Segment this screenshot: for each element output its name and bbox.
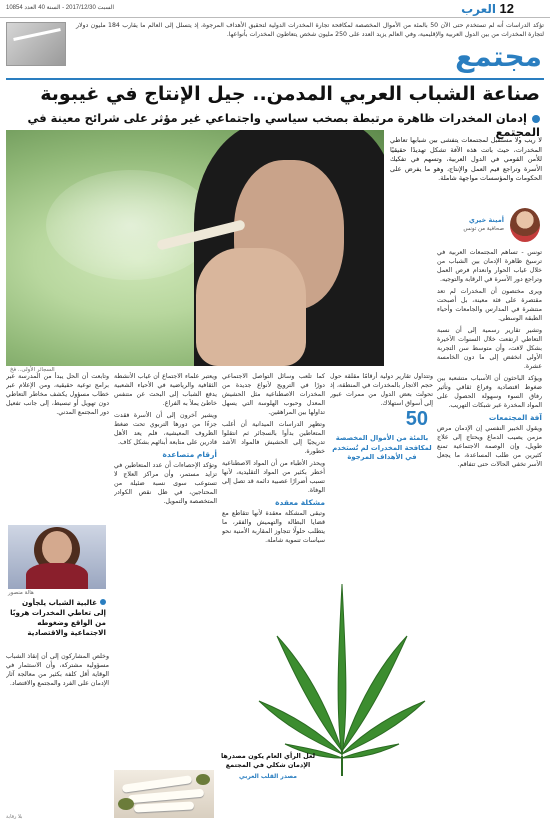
issue-line: السبت 2017/12/30 - السنة 40 العدد 10854 — [6, 5, 115, 11]
headline: صناعة الشباب العربي المدمن.. جيل الإنتاج في غيبوبة — [40, 83, 540, 105]
smoke — [46, 170, 216, 280]
author-block — [390, 208, 540, 244]
quote-text: لعل الرأي العام يكون مصدرها الإدمان شكلي في المجتمع — [220, 752, 316, 769]
joints-photo — [114, 770, 214, 818]
quote-block — [220, 752, 316, 812]
paragraph: وخلص المشاركون إلى أن إنقاذ الشباب مسؤولية مشتركة، وأن الاستثمار في الوقاية أقل كلفة بكثير من معالجة آثار الإدمان على الفرد والمجتمع والاقتصاد. — [6, 653, 109, 687]
author-role: صحافية من تونس — [463, 226, 504, 232]
author-name: أمينة خيري — [468, 216, 504, 224]
paragraph: ويعتبر علماء الاجتماع أن غياب الأنشطة الثقافية والرياضية في الأحياء الشعبية يدفع الشباب إلى البحث عن متنفس خاطئ يملأ به الفراغ. — [114, 373, 217, 407]
quote-source: مصدر القلب العربي — [239, 773, 297, 780]
paragraph: كما تلعب وسائل التواصل الاجتماعي دورًا في الترويج لأنواع جديدة من المخدرات الاصطناعية مثل الحشيش المعدل وحبوب الهلوسة التي يسهل تداولها بين المراهقين. — [222, 373, 325, 416]
teaser-image — [6, 22, 66, 66]
bullet-icon — [100, 599, 106, 605]
paragraph: وتتداول تقارير دولية أرقامًا مقلقة حول حجم الاتجار بالمخدرات في المنطقة، إذ تحولت بعض الدول من ممرات عبور إلى أسواق استهلاك. — [330, 373, 433, 407]
paragraph: ويرى مختصون أن المخدرات لم تعد مقتصرة على فئة معينة، بل أصبحت منتشرة في المدارس والجامعات وأحياء الطبقة الوسطى. — [437, 288, 542, 322]
top-strip — [0, 0, 550, 18]
teaser-text: تؤكد الدراسات أنه لم تستخدم حتى الآن 50 بالمئة من الأموال المخصصة لمكافحة تجارة المخدرات الدولية لتحقيق الأهداف المرجوة، إذ يتسلل إلى العالم ما يقارب 184 مليون دولار لتجارة المخدرات من بين الدول العربية والإقليمية، وفي العالم يزيد العدد على 250 مليون شخص يتعاطون المخدرات بأنواعها. — [76, 22, 544, 38]
paragraph: وتشير تقارير رسمية إلى أن نسبة التعاطي ارتفعت خلال السنوات الأخيرة بشكل لافت، وأن متوسط سن التجربة الأولى انخفض إلى ما دون الخامسة عشرة. — [437, 327, 542, 370]
cannabis-leaf-icon — [255, 576, 430, 776]
paragraph: ويحذر الأطباء من أن المواد الاصطناعية أخطر بكثير من المواد التقليدية، لأنها تسبب أضرارًا عصبية دائمة قد تصل إلى الوفاة. — [222, 460, 325, 494]
paragraph: وتابعت أن الحل يبدأ من المدرسة عبر برامج توعية حقيقية، ومن الإعلام عبر خطاب مسؤول يكشف مخاطر التعاطي دون تهويل أو تبسيط، إلى جانب تفعيل دور المجتمع المدني. — [6, 373, 109, 416]
subhead-text: إدمان المخدرات ظاهرة مرتبطة بصخب سياسي واجتماعي غير مؤثر على شرائح معينة في المجتمع — [27, 111, 540, 139]
pull-quote — [8, 598, 106, 638]
paragraph: وتظهر الدراسات الميدانية أن أغلب المتعاطين بدأوا بالسجائر ثم انتقلوا تدريجيًا إلى الحشيش فالمواد الأشد خطورة. — [222, 421, 325, 455]
portrait-name: هالة منصور — [8, 590, 34, 596]
hand — [196, 248, 306, 366]
column-5 — [6, 372, 109, 520]
photo-caption: السجائر الأولى.. فخ — [10, 367, 55, 373]
paragraph: وتبقى المشكلة معقدة لأنها تتقاطع مع قضايا البطالة والتهميش والفقر، ما يتطلب حلولًا تتجاوز المقاربة الأمنية نحو سياسات تنموية شاملة. — [222, 510, 325, 544]
subtitle: مشكلة معقدة — [275, 498, 325, 507]
pull-quote-text: غالبية الشباب يلجأون إلى تعاطي المخدرات هروبًا من الواقع وضغوطه الاجتماعية والاقتصادية — [10, 598, 106, 637]
brand-name: العرب — [461, 2, 496, 16]
bullet-icon — [532, 115, 540, 123]
section-rule — [6, 78, 544, 80]
paragraph: وتؤكد الإحصاءات أن عدد المتعاطين في تزايد مستمر، وأن مراكز العلاج لا تستوعب سوى نسبة ضئيلة من المحتاجين، في ظل نقص الكوادر المتخصصة والتمويل. — [114, 462, 217, 505]
column-5-lower — [6, 652, 109, 764]
hero-photo — [6, 130, 384, 366]
column-1 — [437, 248, 542, 768]
callout-box — [332, 408, 432, 500]
subtitle: آفة المجتمعات — [488, 413, 542, 422]
paragraph: ويؤكد الباحثون أن الأسباب متشعبة بين ضغوط اقتصادية وفراغ ثقافي وتأثير رفاق السوء وسهولة الحصول على المواد المخدرة عبر شبكات التهريب. — [437, 375, 542, 409]
footer-credit: بلا رقابة — [6, 814, 23, 820]
paragraph: تونس - تساهم المجتمعات العربية في ترسيخ ظاهرة الإدمان بين الشباب من خلال غياب الحوار وانعدام فرص العمل وتراجع دور الأسرة في الرقابة والتوجيه. — [437, 249, 542, 283]
author-avatar — [510, 208, 540, 242]
article-intro: لا ريب ولا مستقبل لمجتمعات يتفشى بين شبابها تعاطي المخدرات، حيث باتت هذه الآفة تشكل تهديدًا حقيقيًا للأمن القومي في الدول العربية، وتسهم في تفكيك الأسرة وتراجع قيم العمل والإنتاج، وهو ما يفرض على الحكومات والمؤسسات مواجهة شاملة. — [390, 136, 542, 182]
page-number: 12 — [499, 1, 514, 16]
paragraph: ويشير آخرون إلى أن الأسرة فقدت جزءًا من دورها التربوي تحت ضغط الظروف المعيشية، فلم يعد الأهل قادرين على متابعة أبنائهم بشكل كاف. — [114, 412, 217, 446]
callout-text: بالمئة من الأموال المخصصة لمكافحة المخدرات لم تُستخدم في الأهداف المرجوة — [332, 434, 432, 461]
subtitle: أرقام متصاعدة — [162, 450, 217, 459]
callout-number: 50 — [405, 408, 428, 430]
paragraph: ويقول الخبير النفسي إن الإدمان مرض مزمن يصيب الدماغ ويحتاج إلى علاج طويل، وإن الوصمة الاجتماعية تمنع كثيرين من طلب المساعدة، ما يجعل الأسر تخفي الحالات حتى تتفاقم. — [437, 425, 542, 468]
column-4 — [114, 372, 217, 772]
section-title: مجتمع — [455, 40, 542, 73]
portrait-photo — [8, 525, 106, 589]
